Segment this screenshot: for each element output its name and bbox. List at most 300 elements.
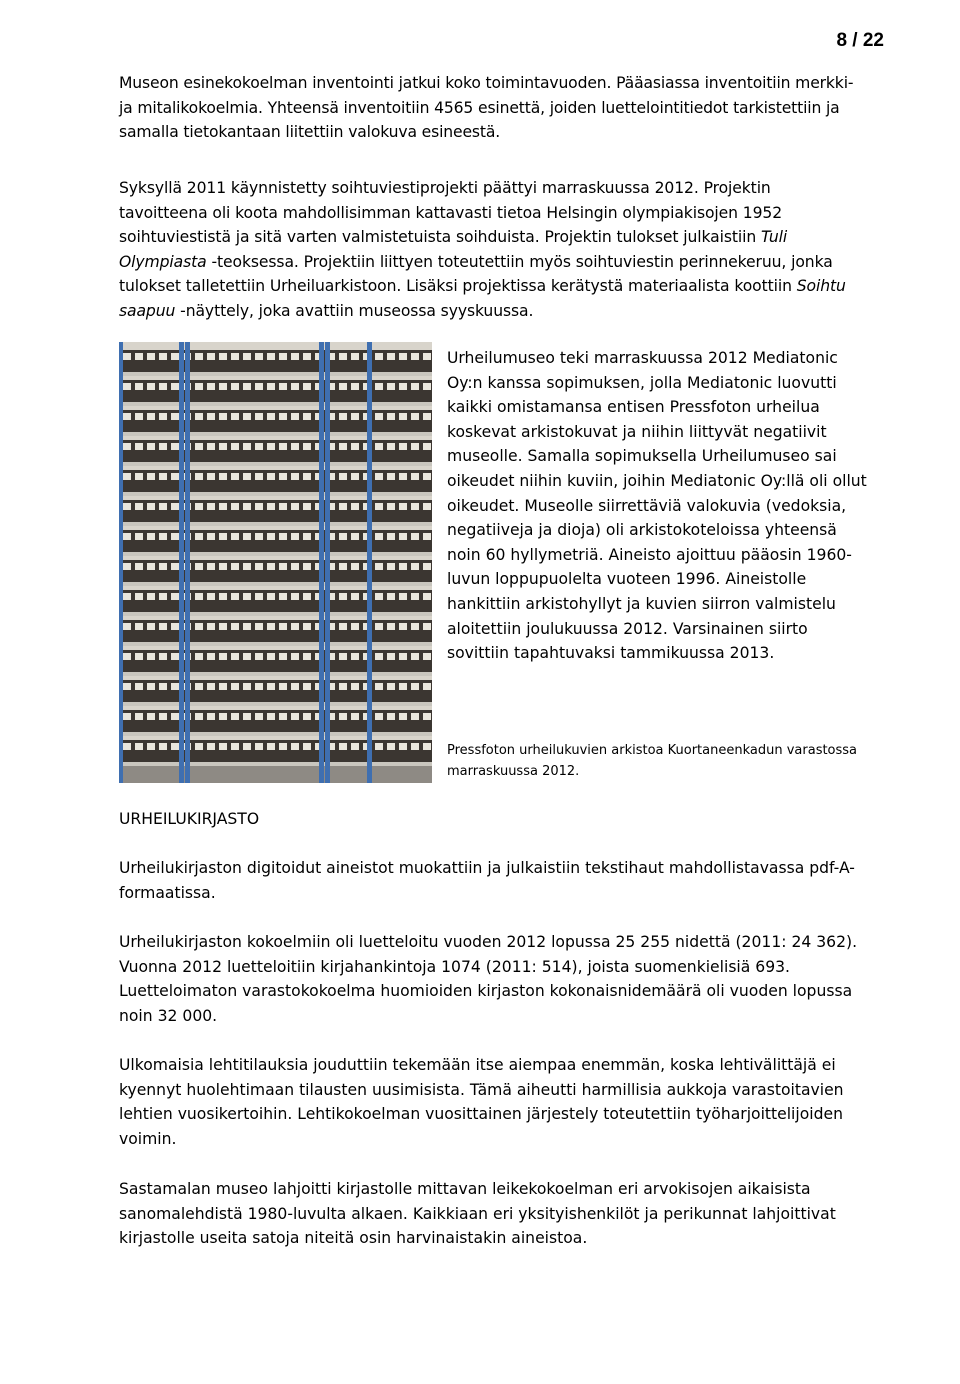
archive-box-label [135, 743, 143, 750]
archive-box-label [135, 623, 143, 630]
archive-box-label [231, 683, 239, 690]
archive-box-label [195, 563, 203, 570]
archive-box-label [207, 743, 215, 750]
archive-box-label [339, 473, 347, 480]
archive-box-label [159, 593, 167, 600]
archive-box-label [387, 743, 395, 750]
archive-box-label [291, 473, 299, 480]
archive-box-label [255, 413, 263, 420]
archive-box-label [243, 683, 251, 690]
archive-box-label [351, 353, 359, 360]
archive-box-label [171, 623, 179, 630]
archive-box-label [267, 713, 275, 720]
archive-box-label [351, 413, 359, 420]
archive-box-label [267, 653, 275, 660]
archive-box-label [387, 593, 395, 600]
archive-box-label [351, 653, 359, 660]
archive-box-label [171, 473, 179, 480]
archive-box-label [135, 443, 143, 450]
archive-box-label [195, 683, 203, 690]
archive-box-label [219, 413, 227, 420]
archive-box-label [267, 743, 275, 750]
archive-box-label [291, 623, 299, 630]
paragraph-torch-relay-text-a: Syksyllä 2011 käynnistetty soihtuviestiprojekti päättyi marraskuussa 2012. Projektin tavoitteena oli koota mahdollisimman kattavasti tietoa Helsingin olympiakisojen 1952 soihtuviestistä ja sitä varten valmistetuista soihduista. Projektin tulokset julkaistiin [119, 179, 783, 247]
archive-box-label [339, 353, 347, 360]
shelf-board [119, 492, 432, 496]
archive-box-label [255, 563, 263, 570]
archive-box-label [195, 623, 203, 630]
archive-box-label [123, 623, 131, 630]
archive-box-label [243, 593, 251, 600]
archive-box-label [195, 533, 203, 540]
archive-box-label [423, 743, 431, 750]
archive-box-label [423, 353, 431, 360]
archive-box-label [279, 653, 287, 660]
archive-box-label [399, 563, 407, 570]
archive-box-label [207, 683, 215, 690]
archive-box-label [159, 443, 167, 450]
archive-box-label [303, 503, 311, 510]
paragraph-donations: Sastamalan museo lahjoitti kirjastolle mittavan leikekokoelman eri arvokisojen aikaisista sanomalehdistä 1980-luvulta alkaen. Kaikkiaan eri yksityishenkilöt ja perikunnat lahjoittivat kirjastolle useita satoja niteitä osin harvinaistakin aineistoa. [119, 1180, 836, 1248]
archive-box-label [207, 563, 215, 570]
archive-box-label [207, 353, 215, 360]
archive-box-label [399, 413, 407, 420]
archive-box-label [399, 593, 407, 600]
paragraph-torch-relay [119, 176, 864, 324]
archive-box-label [147, 503, 155, 510]
archive-box-label [303, 623, 311, 630]
archive-box-label [135, 563, 143, 570]
archive-box-label [411, 743, 419, 750]
archive-box-label [291, 533, 299, 540]
archive-box-label [195, 353, 203, 360]
archive-box-label [423, 623, 431, 630]
archive-box-label [279, 383, 287, 390]
archive-box-label [219, 593, 227, 600]
archive-box-label [147, 353, 155, 360]
archive-box-label [243, 383, 251, 390]
archive-box-label [351, 503, 359, 510]
archive-box-label [267, 623, 275, 630]
shelf-upright [179, 342, 184, 783]
archive-box-label [423, 593, 431, 600]
archive-box-label [351, 593, 359, 600]
archive-box-label [171, 743, 179, 750]
archive-box-label [171, 353, 179, 360]
archive-box-label [351, 443, 359, 450]
shelf-board [119, 462, 432, 466]
archive-box-label [147, 443, 155, 450]
archive-box-label [195, 503, 203, 510]
archive-box-label [171, 593, 179, 600]
archive-box-label [243, 653, 251, 660]
archive-box-label [159, 383, 167, 390]
archive-box-label [399, 623, 407, 630]
archive-box-label [159, 533, 167, 540]
archive-box-label [123, 743, 131, 750]
archive-box-label [399, 713, 407, 720]
archive-box-label [123, 713, 131, 720]
archive-box-label [123, 443, 131, 450]
archive-box-label [195, 653, 203, 660]
archive-box-label [243, 503, 251, 510]
archive-box-label [147, 383, 155, 390]
archive-box-label [159, 653, 167, 660]
archive-box-label [267, 413, 275, 420]
shelf-upright [325, 342, 330, 783]
archive-box-label [255, 443, 263, 450]
archive-box-label [231, 653, 239, 660]
shelf-board [119, 372, 432, 376]
archive-box-label [279, 533, 287, 540]
archive-box-label [243, 623, 251, 630]
archive-box-label [219, 563, 227, 570]
exhibition-title: Soihtu saapuu [119, 277, 846, 320]
archive-box-label [303, 443, 311, 450]
archive-box-label [387, 413, 395, 420]
archive-box-label [147, 743, 155, 750]
archive-box-label [135, 413, 143, 420]
archive-box-label [387, 443, 395, 450]
archive-box-label [423, 503, 431, 510]
paragraph-torch-relay-text-c: -näyttely, joka avattiin museossa syyskuussa. [175, 301, 534, 320]
archive-box-label [411, 623, 419, 630]
archive-box-label [159, 683, 167, 690]
archive-box-label [339, 563, 347, 570]
archive-box-label [339, 533, 347, 540]
archive-box-label [207, 593, 215, 600]
archive-box-label [399, 653, 407, 660]
archive-box-label [123, 413, 131, 420]
archive-box-label [159, 563, 167, 570]
paragraph-digitized: Urheilukirjaston digitoidut aineistot muokattiin ja julkaistiin tekstihaut mahdollistavassa pdf-A-formaatissa. [119, 859, 855, 902]
archive-box-label [255, 653, 263, 660]
archive-box-label [303, 713, 311, 720]
archive-box-label [207, 713, 215, 720]
archive-box-label [351, 533, 359, 540]
archive-box-label [135, 653, 143, 660]
archive-box-label [339, 713, 347, 720]
archive-box-label [219, 743, 227, 750]
archive-box-label [171, 713, 179, 720]
archive-box-label [279, 413, 287, 420]
archive-box-label [399, 533, 407, 540]
archive-box-label [195, 743, 203, 750]
archive-box-label [411, 563, 419, 570]
archive-box-label [195, 413, 203, 420]
archive-box-label [147, 683, 155, 690]
archive-box-label [123, 353, 131, 360]
archive-box-label [387, 563, 395, 570]
archive-box-label [351, 743, 359, 750]
archive-box-label [423, 473, 431, 480]
archive-box-label [375, 533, 383, 540]
archive-box-label [291, 503, 299, 510]
archive-box-label [159, 353, 167, 360]
archive-box-label [411, 593, 419, 600]
archive-box-label [219, 503, 227, 510]
archive-box-label [219, 473, 227, 480]
archive-box-label [291, 653, 299, 660]
archive-box-label [279, 473, 287, 480]
archive-box-label [231, 623, 239, 630]
archive-box-label [375, 413, 383, 420]
archive-box-label [339, 653, 347, 660]
archive-box-label [243, 443, 251, 450]
shelf-board [119, 702, 432, 706]
shelf-board [119, 672, 432, 676]
archive-box-label [147, 413, 155, 420]
shelf-board [119, 432, 432, 436]
archive-box-label [267, 533, 275, 540]
archive-box-label [243, 533, 251, 540]
archive-box-label [387, 533, 395, 540]
archive-box-label [147, 473, 155, 480]
archive-box-label [351, 473, 359, 480]
archive-box-label [387, 353, 395, 360]
archive-box-label [147, 563, 155, 570]
archive-box-label [423, 533, 431, 540]
archive-box-label [147, 593, 155, 600]
archive-box-label [411, 443, 419, 450]
archive-box-label [267, 443, 275, 450]
archive-box-label [135, 593, 143, 600]
archive-box-label [303, 743, 311, 750]
archive-box-label [231, 563, 239, 570]
archive-box-label [291, 413, 299, 420]
archive-box-label [219, 683, 227, 690]
archive-box-label [255, 713, 263, 720]
archive-box-label [135, 503, 143, 510]
archive-box-label [351, 383, 359, 390]
archive-box-label [291, 443, 299, 450]
archive-box-label [279, 563, 287, 570]
archive-box-label [411, 353, 419, 360]
paragraph-torch-relay-text-b: -teoksessa. Projektiin liittyen toteutettiin myös soihtuviestin perinnekeruu, jonka tulokset talletettiin Urheiluarkistoon. Lisäksi projektissa kerätystä materiaalista koottiin [119, 252, 833, 296]
archive-box-label [123, 593, 131, 600]
archive-box-label [375, 383, 383, 390]
archive-box-label [423, 563, 431, 570]
paragraph-collections: Urheilukirjaston kokoelmiin oli luetteloitu vuoden 2012 lopussa 25 255 nidettä (2011: 24 362). Vuonna 2012 luetteloitiin kirjahankintoja 1074 (2011: 514), joista suomenkielisiä 693. Luetteloimaton varastokokoelma huomioiden kirjaston kokonaisnidemäärä oli vuoden lopussa noin 32 000. [119, 933, 858, 1025]
archive-box-label [339, 743, 347, 750]
archive-box-label [303, 533, 311, 540]
archive-box-label [351, 563, 359, 570]
archive-box-label [423, 713, 431, 720]
archive-box-label [159, 503, 167, 510]
book-title: Tuli Olympiasta [119, 228, 788, 271]
archive-box-label [219, 383, 227, 390]
archive-box-label [243, 713, 251, 720]
archive-box-label [375, 353, 383, 360]
archive-box-label [279, 743, 287, 750]
archive-box-label [159, 713, 167, 720]
archive-box-label [411, 713, 419, 720]
shelf-board [119, 582, 432, 586]
archive-box-label [255, 623, 263, 630]
archive-box-label [375, 563, 383, 570]
archive-box-label [375, 443, 383, 450]
archive-box-label [255, 353, 263, 360]
archive-box-label [147, 533, 155, 540]
archive-box-label [279, 593, 287, 600]
archive-box-label [411, 473, 419, 480]
archive-box-label [207, 653, 215, 660]
shelf-upright [319, 342, 324, 783]
archive-box-label [171, 653, 179, 660]
archive-box-label [195, 383, 203, 390]
archive-box-label [195, 473, 203, 480]
archive-box-label [339, 683, 347, 690]
archive-box-label [255, 743, 263, 750]
archive-box-label [123, 383, 131, 390]
archive-box-label [399, 473, 407, 480]
archive-box-label [387, 473, 395, 480]
archive-box-label [387, 623, 395, 630]
archive-box-label [303, 653, 311, 660]
shelf-upright [119, 342, 123, 783]
archive-shelves-illustration [119, 342, 432, 783]
archive-box-label [255, 383, 263, 390]
archive-box-label [303, 413, 311, 420]
archive-box-label [231, 473, 239, 480]
archive-box-label [135, 473, 143, 480]
archive-box-label [135, 383, 143, 390]
archive-box-label [219, 533, 227, 540]
archive-box-label [411, 533, 419, 540]
archive-box-label [267, 383, 275, 390]
archive-box-label [303, 383, 311, 390]
archive-box-label [291, 353, 299, 360]
archive-box-label [219, 653, 227, 660]
archive-box-label [375, 503, 383, 510]
archive-box-label [279, 443, 287, 450]
archive-box-label [279, 503, 287, 510]
archive-box-label [231, 353, 239, 360]
archive-box-label [159, 623, 167, 630]
archive-box-label [243, 563, 251, 570]
archive-box-label [231, 443, 239, 450]
archive-box-label [243, 473, 251, 480]
shelf-board [119, 612, 432, 616]
archive-box-label [123, 503, 131, 510]
shelf-board [119, 732, 432, 736]
page-number: 8 / 22 [836, 30, 884, 51]
archive-box-label [207, 503, 215, 510]
archive-box-label [159, 743, 167, 750]
archive-box-label [147, 623, 155, 630]
archive-box-label [123, 653, 131, 660]
archive-box-label [351, 713, 359, 720]
archive-box-label [219, 443, 227, 450]
archive-box-label [279, 683, 287, 690]
shelf-board [119, 402, 432, 406]
shelf-upright [185, 342, 190, 783]
archive-box-label [399, 683, 407, 690]
archive-box-label [231, 413, 239, 420]
archive-box-label [267, 563, 275, 570]
archive-box-label [375, 743, 383, 750]
archive-box-label [423, 413, 431, 420]
archive-box-label [195, 713, 203, 720]
archive-box-label [291, 743, 299, 750]
archive-box-label [303, 683, 311, 690]
archive-box-label [231, 743, 239, 750]
archive-box-label [375, 473, 383, 480]
archive-box-label [303, 593, 311, 600]
archive-box-label [279, 713, 287, 720]
archive-box-label [291, 563, 299, 570]
shelf-board [119, 762, 432, 766]
archive-box-label [387, 683, 395, 690]
archive-box-label [207, 623, 215, 630]
paragraph-pressfoto-agreement: Urheilumuseo teki marraskuussa 2012 Mediatonic Oy:n kanssa sopimuksen, jolla Mediatonic luovutti kaikki omistamansa entisen Pressfoton urheilua koskevat arkistokuvat ja niihin liittyvät negatiivit museolle. Samalla sopimuksella Urheilumuseo sai oikeudet niihin kuviin, joihin Mediatonic Oy:llä oli ollut oikeudet. Museolle siirrettäviä valokuvia (vedoksia, negatiiveja ja dioja) oli arkistokoteloissa yhteensä noin 60 hyllymetriä. Aineisto ajoittuu pääosin 1960-luvun loppupuolelta vuoteen 1996. Aineistolle hankittiin arkistohyllyt ja kuvien siirron valmistelu aloitettiin joulukuussa 2012. Varsinainen siirto sovittiin tapahtuvaksi tammikuussa 2013. [447, 349, 867, 663]
archive-box-label [255, 593, 263, 600]
archive-box-label [171, 503, 179, 510]
archive-box-label [123, 473, 131, 480]
section-heading-library: URHEILUKIRJASTO [119, 810, 260, 828]
archive-box-label [231, 533, 239, 540]
archive-box-label [219, 623, 227, 630]
archive-box-label [255, 473, 263, 480]
archive-box-label [399, 503, 407, 510]
archive-box-label [423, 443, 431, 450]
archive-box-label [399, 443, 407, 450]
archive-box-label [147, 653, 155, 660]
photo-caption: Pressfoton urheilukuvien arkistoa Kuortaneenkadun varastossa marraskuussa 2012. [447, 743, 858, 779]
archive-box-label [387, 713, 395, 720]
archive-box-label [171, 443, 179, 450]
archive-box-label [171, 413, 179, 420]
archive-box-label [339, 383, 347, 390]
archive-box-label [339, 443, 347, 450]
archive-box-label [411, 653, 419, 660]
archive-box-label [195, 443, 203, 450]
archive-box-label [375, 713, 383, 720]
archive-box-label [255, 503, 263, 510]
archive-box-label [171, 383, 179, 390]
archive-box-label [135, 683, 143, 690]
archive-box-label [135, 533, 143, 540]
archive-box-label [423, 653, 431, 660]
archive-box-label [291, 713, 299, 720]
paragraph-journals: Ulkomaisia lehtitilauksia jouduttiin tekemään itse aiempaa enemmän, koska lehtivälittäjä ei kyennyt huolehtimaan tilausten uusimisista. Tämä aiheutti harmillisia aukkoja varastoitavien lehtien vuosikertoihin. Lehtikokoelman vuosittainen järjestely toteutettiin työharjoittelijoiden voimin. [119, 1056, 844, 1148]
archive-box-label [411, 683, 419, 690]
archive-box-label [171, 563, 179, 570]
archive-box-label [291, 683, 299, 690]
archive-box-label [207, 443, 215, 450]
archive-shelves-photo [119, 342, 432, 783]
archive-box-label [399, 743, 407, 750]
archive-box-label [387, 653, 395, 660]
archive-box-label [267, 503, 275, 510]
archive-box-label [411, 383, 419, 390]
archive-box-label [387, 383, 395, 390]
archive-box-label [243, 353, 251, 360]
archive-box-label [123, 683, 131, 690]
archive-box-label [135, 353, 143, 360]
archive-box-label [423, 683, 431, 690]
archive-box-label [339, 593, 347, 600]
shelf-board [119, 552, 432, 556]
archive-box-label [243, 413, 251, 420]
archive-box-label [339, 503, 347, 510]
archive-box-label [303, 563, 311, 570]
archive-box-label [303, 473, 311, 480]
archive-box-label [123, 533, 131, 540]
archive-box-label [339, 623, 347, 630]
archive-box-label [123, 563, 131, 570]
archive-box-label [411, 503, 419, 510]
